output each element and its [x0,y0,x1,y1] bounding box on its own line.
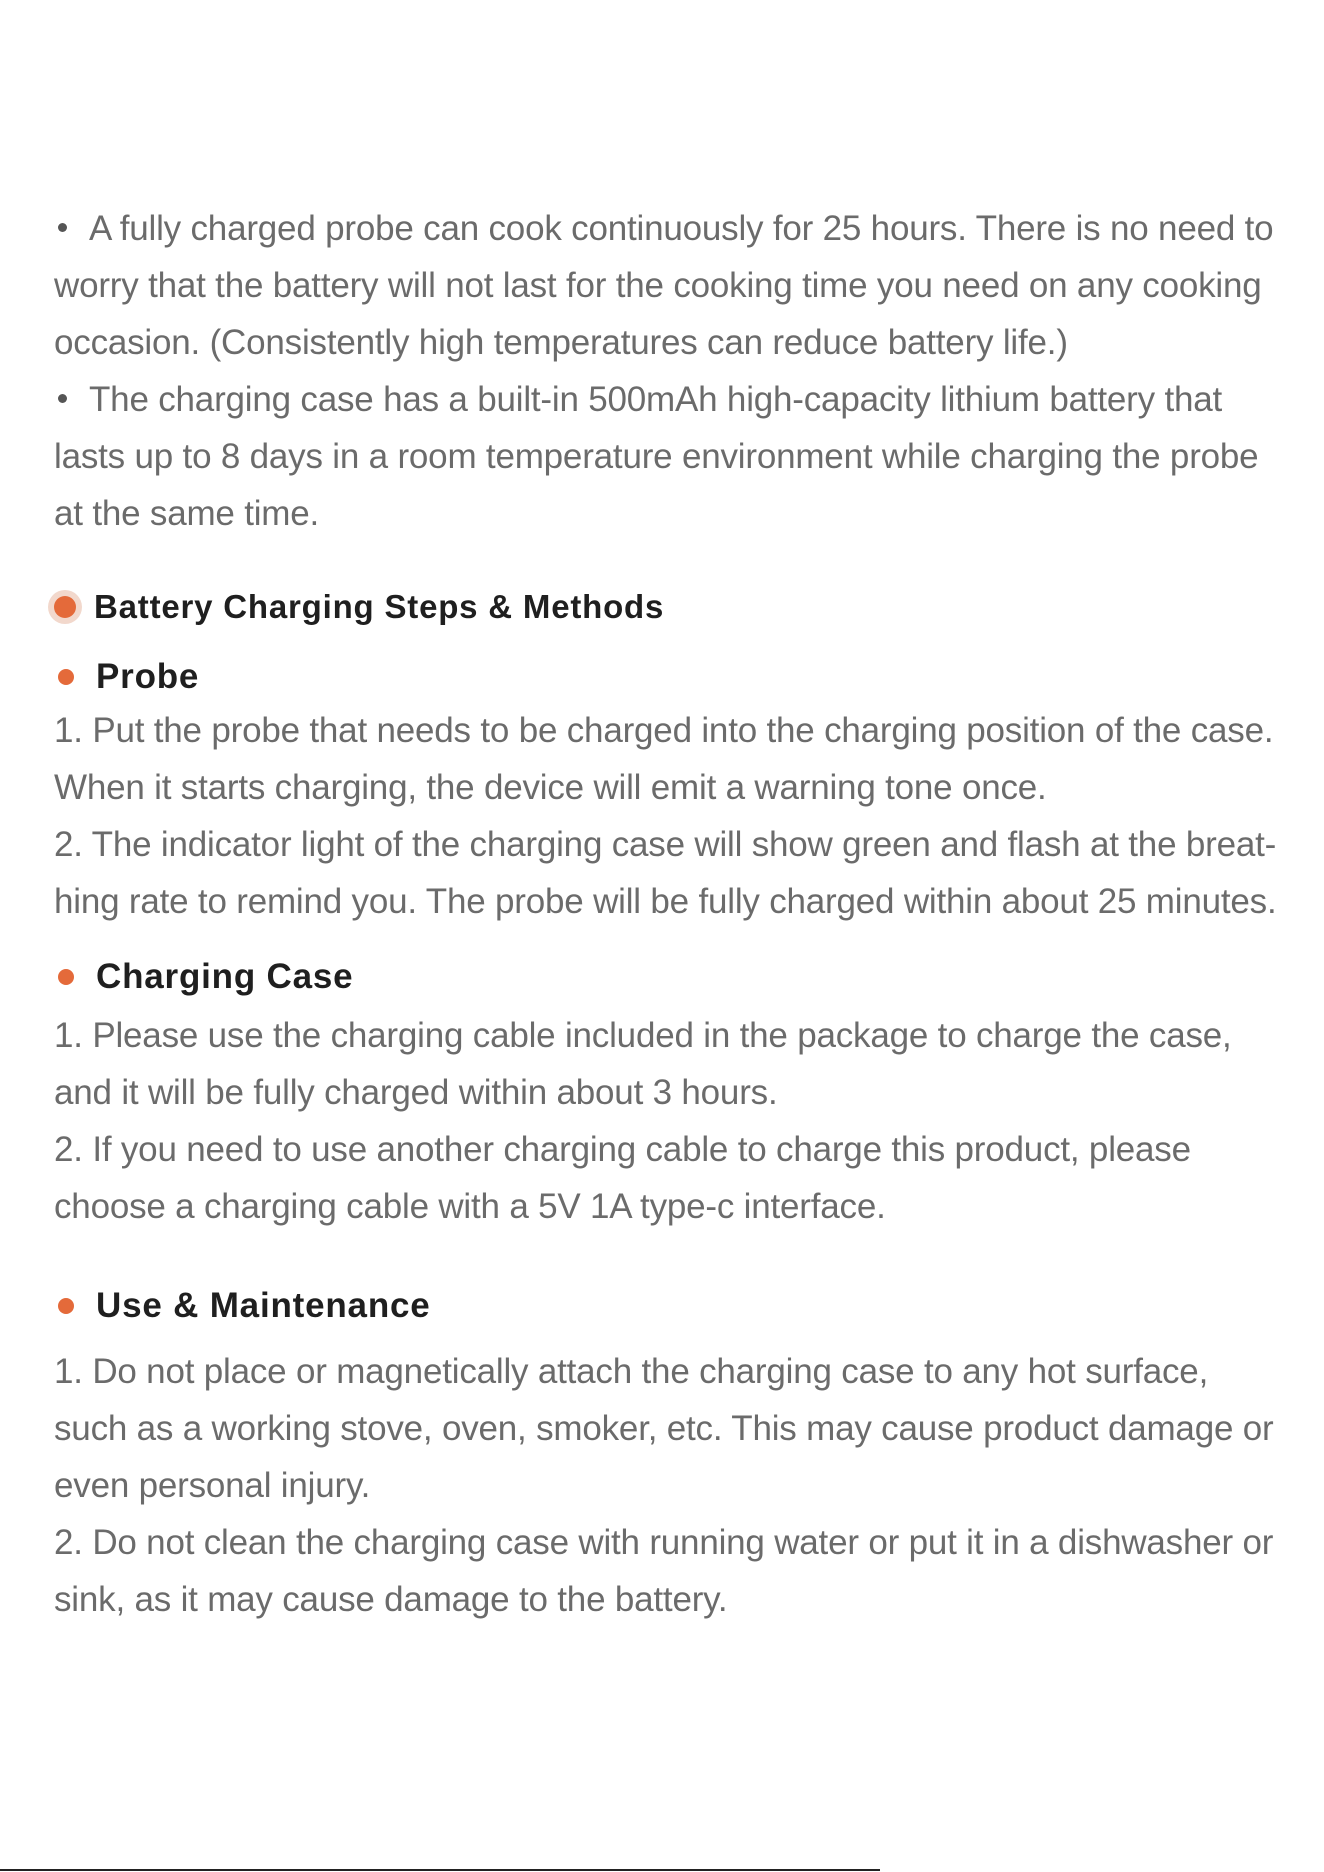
section-heading [54,582,1284,632]
bullet-item [54,371,1284,542]
step-text: 2. Do not clean the charging case with running water or put it in a dishwasher or sink, as it may cause damage to the battery. [54,1523,1274,1619]
step-text: 1. Please use the charging cable included in the package to charge the case, and it will be fully charged within about 3 hours. [54,1016,1232,1112]
bullet-dot-icon [58,394,67,403]
subheading-title: Charging Case [96,957,354,996]
subheading-charging-case [54,952,1284,1002]
document-page [54,200,1284,1628]
subheading-probe [54,652,1284,702]
step-text: 1. Put the probe that needs to be charged into the charging position of the case. When it starts charging, the device will emit a warning tone once. [54,711,1274,807]
step-text: 2. The indicator light of the charging case will show green and flash at the breat-hing rate to remind you. The probe will be fully charged within about 25 minutes. [54,825,1277,921]
bottom-divider [0,1869,880,1871]
subheading-use-maintenance [54,1281,1284,1331]
dot-icon [58,1298,74,1314]
subheading-title: Probe [96,657,200,696]
bullet-dot-icon [58,223,67,232]
section-title: Battery Charging Steps & Methods [94,588,665,625]
dot-icon [58,669,74,685]
bullet-text: The charging case has a built-in 500mAh high-capacity lithium battery that lasts up to 8 days in a room temperature environment while charging the probe at the same time. [54,380,1259,533]
subheading-title: Use & Maintenance [96,1286,431,1325]
bullet-text: A fully charged probe can cook continuously for 25 hours. There is no need to worry that the battery will not last for the cooking time you need on any cooking occasion. (Consistently high temperatures can reduce battery life.) [54,209,1274,362]
dot-icon [58,969,74,985]
step-text: 2. If you need to use another charging cable to charge this product, please choose a charging cable with a 5V 1A type-c interface. [54,1130,1191,1226]
circle-marker-icon [48,590,82,624]
bullet-item [54,200,1284,371]
step-text: 1. Do not place or magnetically attach the charging case to any hot surface, such as a working stove, oven, smoker, etc. This may cause product damage or even personal injury. [54,1352,1274,1505]
